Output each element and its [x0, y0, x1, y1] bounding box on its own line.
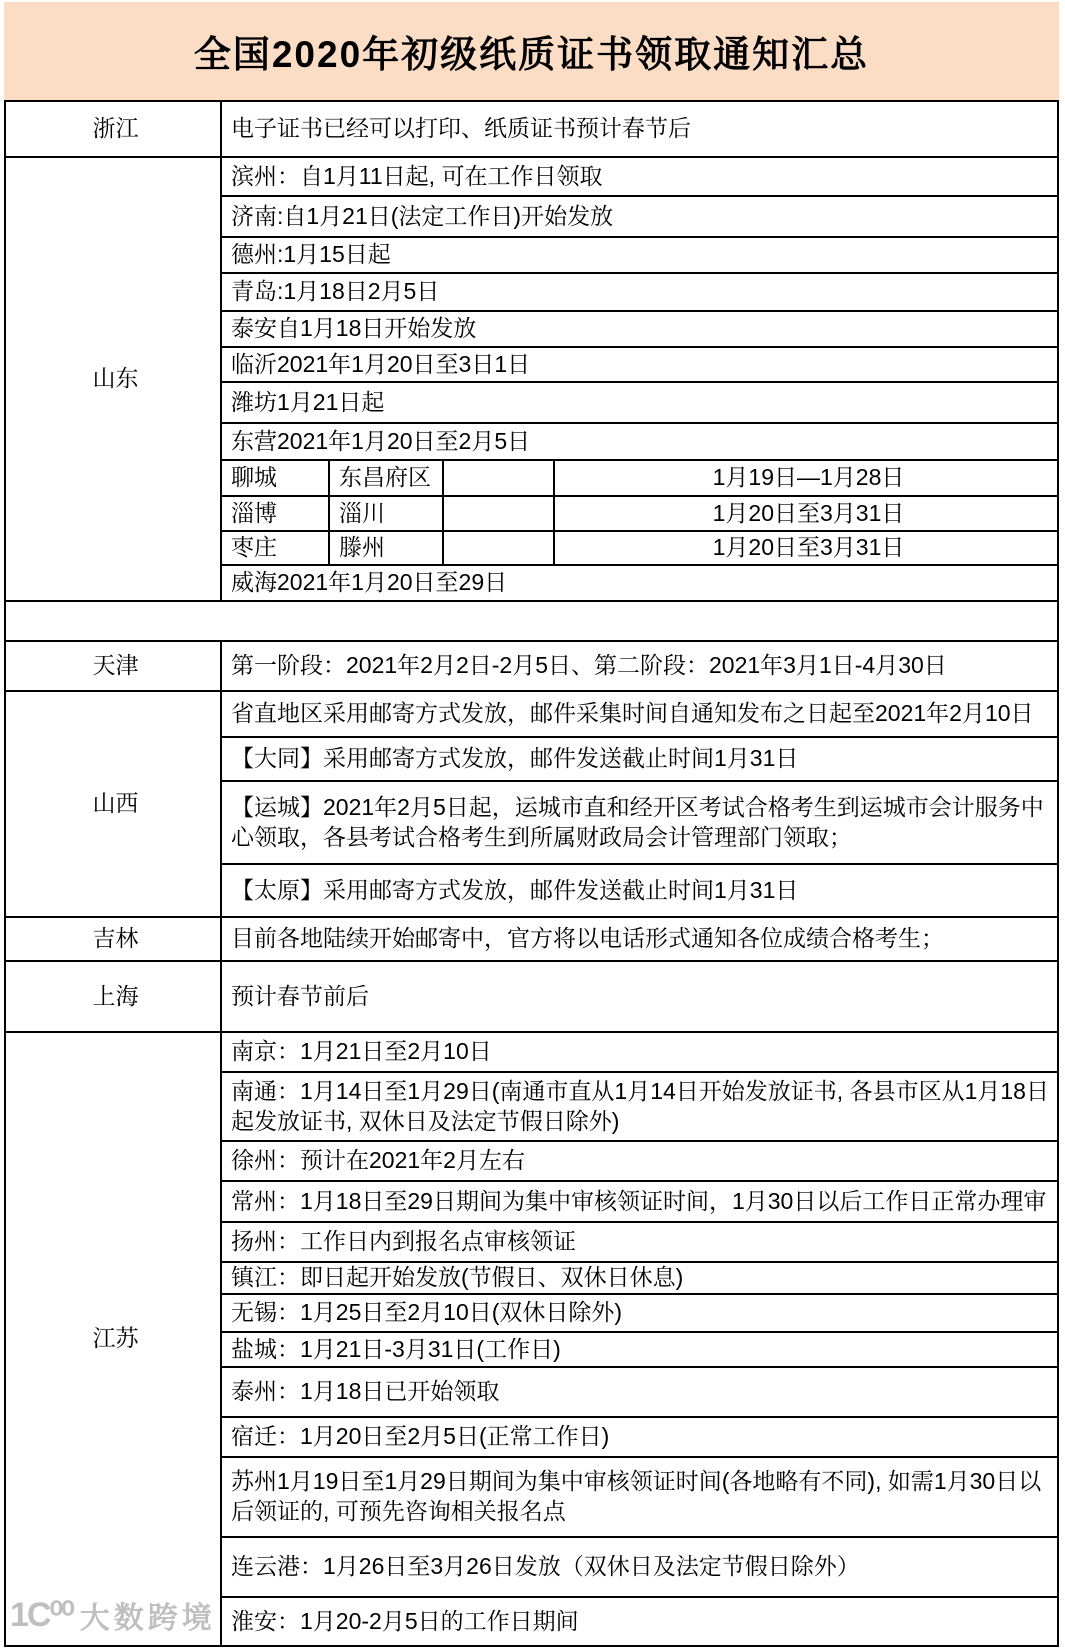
empty-cell	[443, 460, 554, 496]
district-cell: 淄川	[329, 496, 443, 531]
notice-cell: 常州：1月18日至29日期间为集中审核领证时间，1月30日以后工作日正常办理审	[221, 1181, 1058, 1222]
notice-cell: 连云港：1月26日至3月26日发放（双休日及法定节假日除外）	[221, 1537, 1058, 1597]
province-cell-jiangsu: 江苏	[5, 1032, 221, 1646]
notice-cell: 无锡：1月25日至2月10日(双休日除外)	[221, 1294, 1058, 1332]
notice-cell: 南京：1月21日至2月10日	[221, 1032, 1058, 1072]
notice-cell: 滨州：自1月11日起, 可在工作日领取	[221, 157, 1058, 196]
notice-cell: 青岛:1月18日2月5日	[221, 273, 1058, 311]
province-cell-shanghai: 上海	[5, 961, 221, 1032]
notice-cell: 徐州：预计在2021年2月左右	[221, 1141, 1058, 1181]
notice-cell: 【大同】采用邮寄方式发放，邮件发送截止时间1月31日	[221, 737, 1058, 781]
notice-cell: 威海2021年1月20日至29日	[221, 565, 1058, 601]
notice-cell: 德州:1月15日起	[221, 237, 1058, 273]
province-cell-shanxi: 山西	[5, 691, 221, 917]
notice-cell: 潍坊1月21日起	[221, 382, 1058, 423]
notice-cell: 省直地区采用邮寄方式发放，邮件采集时间自通知发布之日起至2021年2月10日	[221, 691, 1058, 737]
table-row	[5, 1032, 1058, 1072]
page-title: 全国2020年初级纸质证书领取通知汇总	[4, 2, 1059, 100]
table-row	[5, 961, 1058, 1032]
notice-cell: 苏州1月19日至1月29日期间为集中审核领证时间(各地略有不同), 如需1月30日以后领证的, 可预先咨询相关报名点	[221, 1457, 1058, 1537]
spacer-row	[5, 601, 1058, 641]
city-cell: 聊城	[221, 460, 329, 496]
notice-cell: 淮安：1月20-2月5日的工作日期间	[221, 1597, 1058, 1646]
table-row	[5, 101, 1058, 157]
notice-cell: 【运城】2021年2月5日起，运城市直和经开区考试合格考生到运城市会计服务中心领取，各县考试合格考生到所属财政局会计管理部门领取；	[221, 781, 1058, 864]
date-cell: 1月20日至3月31日	[554, 496, 1058, 531]
province-cell-tianjin: 天津	[5, 641, 221, 691]
province-cell-jilin: 吉林	[5, 917, 221, 961]
notice-cell: 第一阶段：2021年2月2日-2月5日、第二阶段：2021年3月1日-4月30日	[221, 641, 1058, 691]
province-cell-zhejiang: 浙江	[5, 101, 221, 157]
notice-cell: 预计春节前后	[221, 961, 1058, 1032]
watermark-logo: 1C⁰⁰	[10, 1596, 73, 1634]
notice-cell: 电子证书已经可以打印、纸质证书预计春节后	[221, 101, 1058, 157]
notice-cell: 镇江：即日起开始发放(节假日、双休日休息)	[221, 1262, 1058, 1294]
city-cell: 枣庄	[221, 531, 329, 565]
notice-cell: 临沂2021年1月20日至3日1日	[221, 347, 1058, 382]
notice-cell: 盐城：1月21日-3月31日(工作日)	[221, 1332, 1058, 1367]
notice-cell: 济南:自1月21日(法定工作日)开始发放	[221, 196, 1058, 237]
notice-cell: 泰州：1月18日已开始领取	[221, 1367, 1058, 1417]
table-row	[5, 917, 1058, 961]
district-cell: 东昌府区	[329, 460, 443, 496]
date-cell: 1月19日—1月28日	[554, 460, 1058, 496]
table-row	[5, 157, 1058, 196]
spacer-cell	[5, 601, 1058, 641]
notice-cell: 目前各地陆续开始邮寄中，官方将以电话形式通知各位成绩合格考生；	[221, 917, 1058, 961]
notice-cell: 南通：1月14日至1月29日(南通市直从1月14日开始发放证书, 各县市区从1月18日起发放证书, 双休日及法定节假日除外)	[221, 1072, 1058, 1141]
notice-cell: 扬州：工作日内到报名点审核领证	[221, 1222, 1058, 1262]
empty-cell	[443, 496, 554, 531]
province-cell-shandong: 山东	[5, 157, 221, 601]
notice-cell: 【太原】采用邮寄方式发放，邮件发送截止时间1月31日	[221, 864, 1058, 917]
table-row	[5, 641, 1058, 691]
watermark-text: 大数跨境	[79, 1602, 216, 1635]
table-row	[5, 691, 1058, 737]
notice-cell: 泰安自1月18日开始发放	[221, 311, 1058, 347]
notice-sheet	[4, 2, 1059, 1647]
empty-cell	[443, 531, 554, 565]
notice-table	[4, 100, 1059, 1647]
district-cell: 滕州	[329, 531, 443, 565]
city-cell: 淄博	[221, 496, 329, 531]
notice-cell: 东营2021年1月20日至2月5日	[221, 423, 1058, 460]
notice-cell: 宿迁：1月20日至2月5日(正常工作日)	[221, 1417, 1058, 1457]
date-cell: 1月20日至3月31日	[554, 531, 1058, 565]
